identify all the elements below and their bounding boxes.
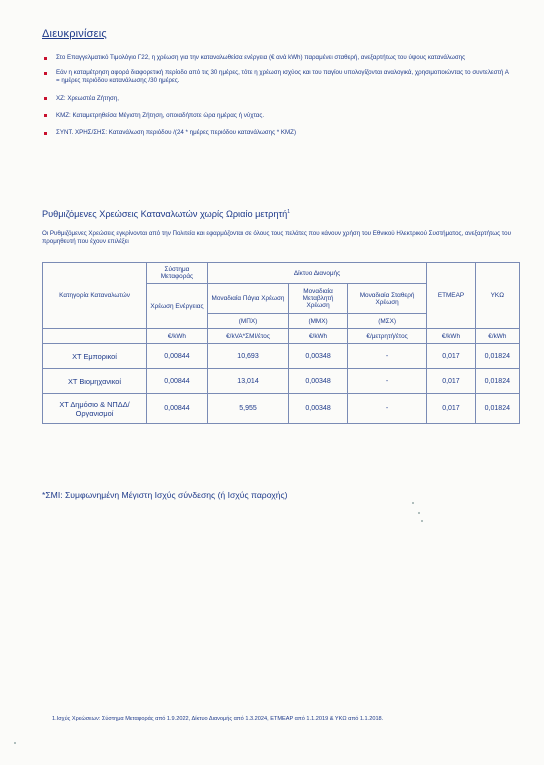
list-item bbox=[42, 112, 512, 120]
constant-cell: - bbox=[347, 394, 426, 424]
scan-speck bbox=[14, 742, 16, 744]
variable-cell: 0,00348 bbox=[289, 394, 348, 424]
bullet-text: ΣΥΝΤ. ΧΡΗΣ/ΣΗΣ: Κατανάλωση περιόδου /(24 * ημέρες περιόδου κατανάλωσης * ΚΜΖ) bbox=[56, 129, 297, 137]
bullet-marker-icon bbox=[44, 57, 47, 60]
bullet-marker-icon bbox=[44, 97, 47, 100]
scan-speck bbox=[412, 502, 414, 504]
category-cell: ΧΤ Βιομηχανικοί bbox=[43, 369, 147, 394]
unit-cell: €/μετρητή/έτος bbox=[347, 329, 426, 344]
clarifications-list bbox=[42, 54, 512, 144]
fixed-cell: 13,014 bbox=[207, 369, 288, 394]
regulated-charges-intro: Οι Ρυθμιζόμενες Χρεώσεις εγκρίνονται από την Πολιτεία και εφαρμόζονται σε όλους τους πελάτες που κάνουν χρήση του Εθνικού Ηλεκτρικού Συστήματος, ανεξαρτήτως του προμηθευτή που έχουν επιλέξει bbox=[42, 230, 511, 246]
constant-cell: - bbox=[347, 344, 426, 369]
units-row bbox=[43, 329, 520, 344]
bullet-text: ΧΖ: Χρεωστέα Ζήτηση, bbox=[56, 94, 119, 102]
regulated-charges-table bbox=[42, 262, 520, 424]
variable-cell: 0,00348 bbox=[289, 369, 348, 394]
yko-header: ΥΚΩ bbox=[475, 263, 519, 329]
clarifications-heading: Διευκρινίσεις bbox=[42, 28, 107, 40]
constant-abbr: (ΜΣΧ) bbox=[347, 314, 426, 329]
list-item bbox=[42, 129, 512, 137]
yko-cell: 0,01824 bbox=[475, 344, 519, 369]
scan-speck bbox=[418, 512, 420, 514]
bullet-text: ΚΜΖ: Καταμετρηθείσα Μέγιστη Ζήτηση, οποιαδήποτε ώρα ημέρας ή νύχτας. bbox=[56, 111, 265, 119]
scan-speck bbox=[421, 520, 423, 522]
list-item bbox=[42, 69, 512, 85]
unit-cell: €/kWh bbox=[289, 329, 348, 344]
list-item bbox=[42, 95, 512, 103]
unit-cell: €/kWh bbox=[147, 329, 208, 344]
regulated-charges-title bbox=[42, 209, 290, 219]
bullet-marker-icon bbox=[44, 114, 47, 117]
smi-footnote: *ΣΜΙ: Συμφωνημένη Μέγιστη Ισχύς σύνδεσης (ή Ισχύς παροχής) bbox=[42, 490, 288, 500]
distribution-group-header: Δίκτυο Διανομής bbox=[207, 263, 426, 284]
bullet-text: Εάν η καταμέτρηση αφορά διαφορετική περίοδο από τις 30 ημέρες, τότε η χρέωση ισχύος και του παγίου υπολογίζονται αναλογικά, χρησιμοποιώντας το συντελεστή Α = ημέρες περιόδου κατανάλωσης /30 ημέρες. bbox=[56, 69, 509, 85]
energy-cell: 0,00844 bbox=[147, 394, 208, 424]
fixed-cell: 5,955 bbox=[207, 394, 288, 424]
etmear-cell: 0,017 bbox=[427, 394, 475, 424]
units-empty-cell bbox=[43, 329, 147, 344]
category-cell: ΧΤ Δημόσιο & ΝΠΔΔ/Οργανισμοί bbox=[43, 394, 147, 424]
etmear-cell: 0,017 bbox=[427, 344, 475, 369]
variable-cell: 0,00348 bbox=[289, 344, 348, 369]
footnote-marker: 1 bbox=[287, 209, 290, 215]
unit-cell: €/kWh bbox=[475, 329, 519, 344]
unit-cell: €/kVA*ΣΜΙ/έτος bbox=[207, 329, 288, 344]
category-cell: ΧΤ Εμπορικοί bbox=[43, 344, 147, 369]
category-header: Κατηγορία Καταναλωτών bbox=[43, 263, 147, 329]
fixed-charge-header: Μοναδιαία Πάγια Χρέωση bbox=[207, 284, 288, 314]
table-header-row bbox=[43, 263, 520, 284]
unit-cell: €/kWh bbox=[427, 329, 475, 344]
yko-cell: 0,01824 bbox=[475, 369, 519, 394]
bullet-marker-icon bbox=[44, 132, 47, 135]
fixed-cell: 10,693 bbox=[207, 344, 288, 369]
energy-cell: 0,00844 bbox=[147, 344, 208, 369]
table-row bbox=[43, 344, 520, 369]
section-title-text: Ρυθμιζόμενες Χρεώσεις Καταναλωτών χωρίς Ωριαίο μετρητή bbox=[42, 209, 288, 219]
table-row bbox=[43, 394, 520, 424]
energy-cell: 0,00844 bbox=[147, 369, 208, 394]
validity-footnote: 1.Ισχύς Χρεώσεων: Σύστημα Μεταφοράς από 1.9.2022, Δίκτυο Διανομής από 1.3.2024, ΕΤΜΕΑΡ από 1.1.2019 & ΥΚΩ από 1.1.2018. bbox=[52, 716, 384, 722]
list-item bbox=[42, 54, 512, 62]
constant-charge-header: Μοναδιαία Σταθερή Χρέωση bbox=[347, 284, 426, 314]
fixed-abbr: (ΜΠΧ) bbox=[207, 314, 288, 329]
table-row bbox=[43, 369, 520, 394]
constant-cell: - bbox=[347, 369, 426, 394]
energy-charge-header: Χρέωση Ενέργειας bbox=[147, 284, 208, 329]
variable-abbr: (ΜΜΧ) bbox=[289, 314, 348, 329]
etmear-header: ΕΤΜΕΑΡ bbox=[427, 263, 475, 329]
etmear-cell: 0,017 bbox=[427, 369, 475, 394]
yko-cell: 0,01824 bbox=[475, 394, 519, 424]
bullet-marker-icon bbox=[44, 72, 47, 75]
transmission-group-header: Σύστημα Μεταφοράς bbox=[147, 263, 208, 284]
bullet-text: Στο Επαγγελματικό Τιμολόγιο Γ22, η χρέωση για την καταναλωθείσα ενέργεια (€ ανά kWh) παραμένει σταθερή, ανεξαρτήτως του ύψους κατανάλωσης bbox=[56, 54, 466, 61]
variable-charge-header: Μοναδιαία Μεταβλητή Χρέωση bbox=[289, 284, 348, 314]
